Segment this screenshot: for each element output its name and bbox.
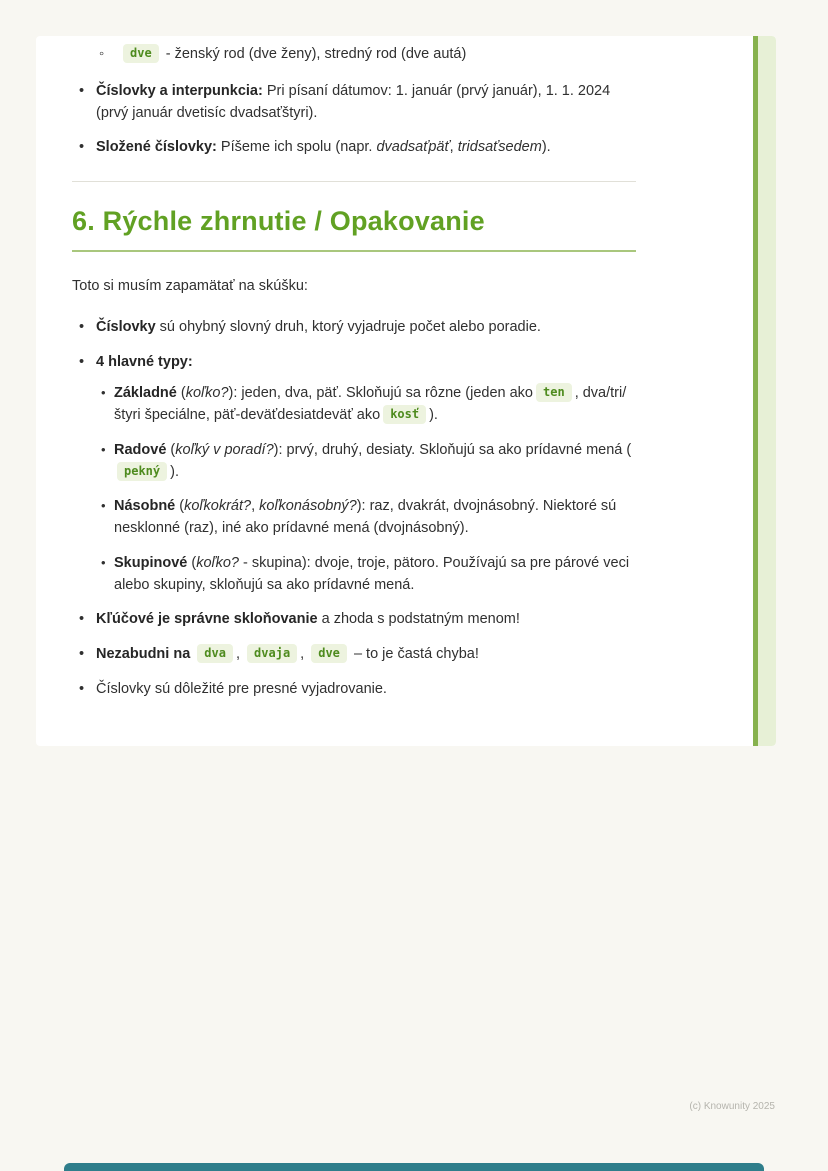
bold-run: Kľúčové je správne skloňovanie	[96, 611, 318, 628]
bold-run: 4 hlavné typy:	[96, 353, 193, 370]
italic-run: koľkonásobný?	[259, 498, 357, 515]
bold-run: Složené číslovky:	[96, 139, 217, 156]
footer-credit: (c) Knowunity 2025	[689, 1101, 775, 1112]
text-run: ,	[449, 139, 458, 156]
italic-run: koľko?	[196, 554, 239, 571]
list-item	[96, 440, 636, 484]
text-run: ).	[170, 463, 179, 480]
code-badge: dva	[197, 644, 233, 663]
code-badge: pekný	[117, 462, 167, 481]
list-item	[96, 383, 636, 427]
italic-run: koľkokrát?	[184, 498, 252, 515]
text-run: Píšeme ich spolu (napr.	[216, 139, 377, 156]
bold-run: Základné	[114, 385, 177, 402]
bold-run: Radové	[114, 441, 167, 458]
list-item	[96, 496, 636, 540]
code-badge: dve	[123, 44, 159, 63]
list-item	[72, 81, 636, 125]
list-item	[72, 352, 636, 597]
italic-run: koľký v poradí?	[175, 441, 274, 458]
text-run: - ženský rod (dve ženy), stredný rod (dve autá)	[161, 46, 467, 62]
italic-run: tridsaťsedem	[457, 139, 542, 156]
list-item	[72, 44, 636, 66]
text-run: ).	[429, 407, 438, 423]
text-run: sú ohybný slovný druh, ktorý vyjadruje počet alebo poradie.	[155, 318, 541, 335]
text-run: (	[175, 498, 185, 515]
text-run: ,	[235, 646, 245, 662]
code-badge: dvaja	[247, 644, 297, 663]
list-item	[96, 553, 636, 597]
text-run: – to je častá chyba!	[349, 646, 479, 662]
text-run: (	[176, 385, 186, 402]
code-badge: kosť	[383, 405, 426, 424]
bold-run: Násobné	[114, 498, 176, 515]
text-run: ,	[251, 498, 260, 515]
bold-run: Skupinové	[114, 554, 188, 571]
summary-bullet-list	[72, 317, 636, 701]
text-run: (	[187, 554, 197, 571]
accent-strip	[753, 36, 776, 746]
bold-run: Číslovky a interpunkcia:	[96, 82, 263, 99]
code-badge: dve	[311, 644, 347, 663]
text-run: ).	[541, 139, 551, 156]
text-run: - skupina): dvoje, troje, pätoro. Používajú sa pre párové veci alebo skupiny, skloňujú sa ako prídavné mená.	[114, 554, 630, 593]
code-badge: ten	[536, 383, 572, 402]
text-run: ,	[300, 646, 309, 662]
section-heading: 6. Rýchle zhrnutie / Opakovanie	[72, 206, 636, 252]
list-item	[72, 644, 636, 666]
text-run: a zhoda s podstatným menom!	[317, 611, 520, 628]
intro-text: Toto si musím zapamätať na skúšku:	[72, 278, 308, 294]
list-item	[72, 137, 636, 159]
text-run: ): prvý, druhý, desiaty. Skloňujú sa ako prídavné mená (	[273, 441, 632, 458]
top-bullet-list	[72, 44, 636, 159]
document-card	[36, 36, 776, 746]
text-run: , dva/tri/štyri špeciálne, päť-deväťdesiatdeväť ako	[114, 385, 627, 423]
bold-run: Nezabudni na	[96, 646, 195, 662]
list-item	[72, 609, 636, 631]
italic-run: koľko?	[185, 385, 229, 402]
text-run: Pri písaní dátumov: 1. január (prvý január), 1. 1. 2024 (prvý január dvetisíc dvadsaťštyri).	[96, 82, 611, 121]
italic-run: dvadsaťpäť	[376, 139, 450, 156]
list-item	[72, 679, 636, 701]
bold-run: Číslovky	[96, 318, 156, 335]
text-run: ): raz, dvakrát, dvojnásobný. Niektoré sú nesklonné (raz), iné ako prídavné mená (dvojnásobný).	[114, 498, 617, 536]
text-run: (	[166, 441, 176, 458]
nested-bullet-list	[96, 383, 636, 596]
section-divider	[72, 181, 636, 182]
text-run: Číslovky sú dôležité pre presné vyjadrovanie.	[96, 680, 387, 697]
next-page-edge	[64, 1163, 764, 1171]
list-item	[72, 317, 636, 339]
text-run: ): jeden, dva, päť. Skloňujú sa rôzne (jeden ako	[228, 385, 533, 402]
